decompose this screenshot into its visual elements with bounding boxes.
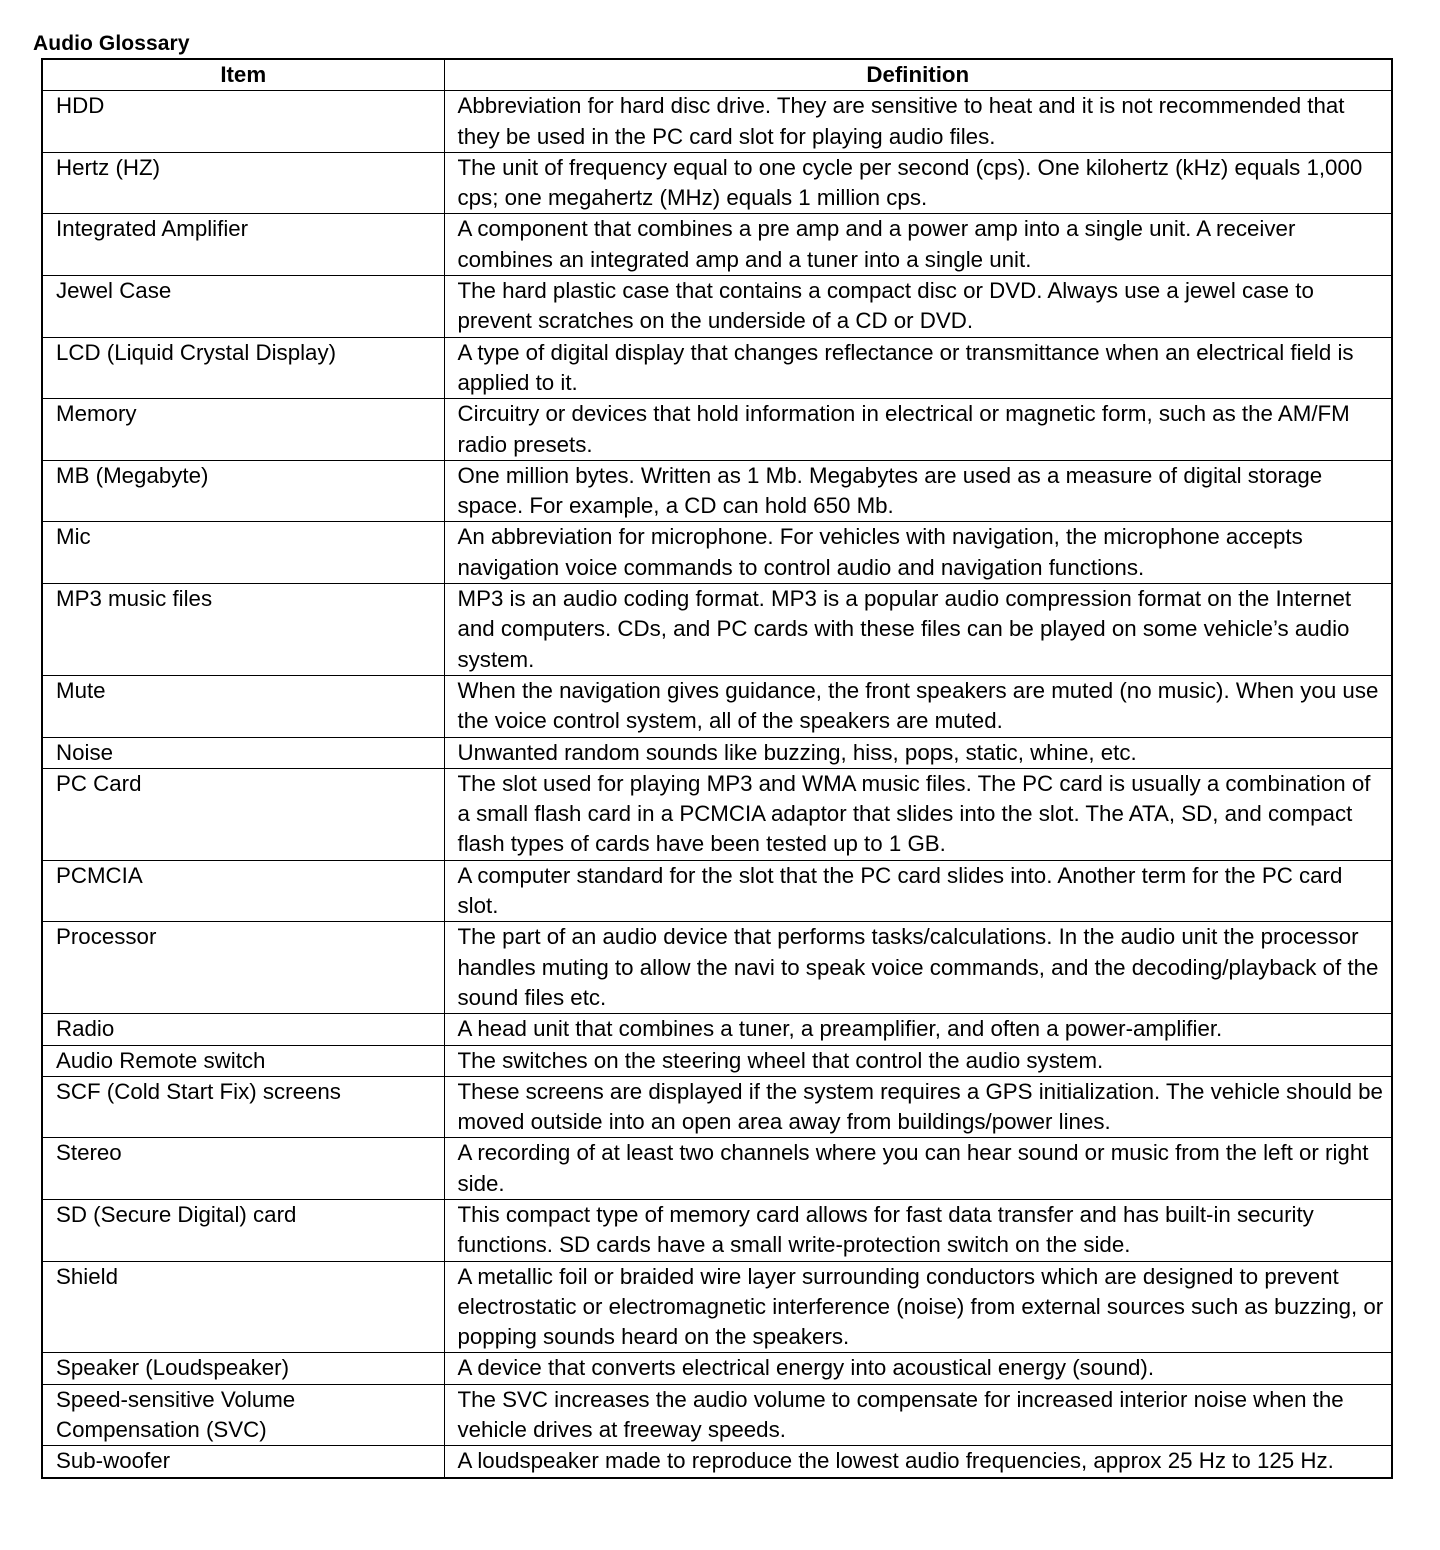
- table-row: [42, 522, 1392, 584]
- glossary-definition: A recording of at least two channels where you can hear sound or music from the left or right side.: [444, 1138, 1392, 1200]
- glossary-definition: A device that converts electrical energy into acoustical energy (sound).: [444, 1353, 1392, 1384]
- glossary-term: Hertz (HZ): [42, 152, 444, 214]
- glossary-term: MB (Megabyte): [42, 460, 444, 522]
- glossary-term: SCF (Cold Start Fix) screens: [42, 1076, 444, 1138]
- glossary-definition: A component that combines a pre amp and a power amp into a single unit. A receiver combines an integrated amp and a tuner into a single unit.: [444, 214, 1392, 276]
- table-row: [42, 399, 1392, 461]
- glossary-term: Audio Remote switch: [42, 1045, 444, 1076]
- glossary-definition: The SVC increases the audio volume to compensate for increased interior noise when the vehicle drives at freeway speeds.: [444, 1384, 1392, 1446]
- table-row: [42, 91, 1392, 153]
- table-row: [42, 1076, 1392, 1138]
- table-row: [42, 1261, 1392, 1353]
- glossary-term: Stereo: [42, 1138, 444, 1200]
- glossary-term: PCMCIA: [42, 860, 444, 922]
- table-row: [42, 1014, 1392, 1045]
- glossary-definition: The slot used for playing MP3 and WMA music files. The PC card is usually a combination of a small flash card in a PCMCIA adaptor that slides into the slot. The ATA, SD, and compact flash types of cards have been tested up to 1 GB.: [444, 768, 1392, 860]
- glossary-definition: MP3 is an audio coding format. MP3 is a popular audio compression format on the Internet and computers. CDs, and PC cards with these files can be played on some vehicle’s audio system.: [444, 584, 1392, 676]
- table-row: [42, 276, 1392, 338]
- table-row: [42, 1353, 1392, 1384]
- glossary-definition: This compact type of memory card allows for fast data transfer and has built-in security functions. SD cards have a small write-protection switch on the side.: [444, 1199, 1392, 1261]
- glossary-term: Mute: [42, 675, 444, 737]
- glossary-term: Radio: [42, 1014, 444, 1045]
- glossary-definition: A head unit that combines a tuner, a preamplifier, and often a power-amplifier.: [444, 1014, 1392, 1045]
- table-row: [42, 1199, 1392, 1261]
- glossary-term: Jewel Case: [42, 276, 444, 338]
- document-page: [33, 30, 1393, 1479]
- page-title: Audio Glossary: [33, 32, 190, 55]
- table-row: [42, 1446, 1392, 1478]
- table-row: [42, 214, 1392, 276]
- glossary-term: Integrated Amplifier: [42, 214, 444, 276]
- table-row: [42, 737, 1392, 768]
- table-row: [42, 1384, 1392, 1446]
- glossary-term: Sub-woofer: [42, 1446, 444, 1478]
- glossary-definition: Abbreviation for hard disc drive. They are sensitive to heat and it is not recommended that they be used in the PC card slot for playing audio files.: [444, 91, 1392, 153]
- glossary-definition: Unwanted random sounds like buzzing, hiss, pops, static, whine, etc.: [444, 737, 1392, 768]
- table-body: [42, 91, 1392, 1478]
- glossary-term: Processor: [42, 922, 444, 1014]
- table-row: [42, 675, 1392, 737]
- glossary-definition: An abbreviation for microphone. For vehicles with navigation, the microphone accepts navigation voice commands to control audio and navigation functions.: [444, 522, 1392, 584]
- glossary-term: Speed-sensitive Volume Compensation (SVC): [42, 1384, 444, 1446]
- column-header-definition: Definition: [444, 59, 1392, 91]
- glossary-definition: A loudspeaker made to reproduce the lowest audio frequencies, approx 25 Hz to 125 Hz.: [444, 1446, 1392, 1478]
- glossary-term: LCD (Liquid Crystal Display): [42, 337, 444, 399]
- glossary-definition: The part of an audio device that performs tasks/calculations. In the audio unit the processor handles muting to allow the navi to speak voice commands, and the decoding/playback of the sound files etc.: [444, 922, 1392, 1014]
- glossary-definition: Circuitry or devices that hold information in electrical or magnetic form, such as the AM/FM radio presets.: [444, 399, 1392, 461]
- table-row: [42, 1138, 1392, 1200]
- glossary-definition: One million bytes. Written as 1 Mb. Megabytes are used as a measure of digital storage space. For example, a CD can hold 650 Mb.: [444, 460, 1392, 522]
- table-row: [42, 337, 1392, 399]
- table-row: [42, 768, 1392, 860]
- table-row: [42, 584, 1392, 676]
- glossary-term: Memory: [42, 399, 444, 461]
- table-row: [42, 860, 1392, 922]
- glossary-table: [41, 58, 1393, 1479]
- table-row: [42, 1045, 1392, 1076]
- glossary-term: Mic: [42, 522, 444, 584]
- glossary-definition: These screens are displayed if the system requires a GPS initialization. The vehicle should be moved outside into an open area away from buildings/power lines.: [444, 1076, 1392, 1138]
- glossary-definition: The hard plastic case that contains a compact disc or DVD. Always use a jewel case to prevent scratches on the underside of a CD or DVD.: [444, 276, 1392, 338]
- column-header-item: Item: [42, 59, 444, 91]
- glossary-term: Shield: [42, 1261, 444, 1353]
- glossary-definition: The unit of frequency equal to one cycle per second (cps). One kilohertz (kHz) equals 1,000 cps; one megahertz (MHz) equals 1 million cps.: [444, 152, 1392, 214]
- glossary-definition: When the navigation gives guidance, the front speakers are muted (no music). When you use the voice control system, all of the speakers are muted.: [444, 675, 1392, 737]
- table-row: [42, 922, 1392, 1014]
- glossary-definition: The switches on the steering wheel that control the audio system.: [444, 1045, 1392, 1076]
- glossary-term: SD (Secure Digital) card: [42, 1199, 444, 1261]
- glossary-term: HDD: [42, 91, 444, 153]
- glossary-definition: A type of digital display that changes reflectance or transmittance when an electrical field is applied to it.: [444, 337, 1392, 399]
- glossary-term: MP3 music files: [42, 584, 444, 676]
- glossary-definition: A metallic foil or braided wire layer surrounding conductors which are designed to prevent electrostatic or electromagnetic interference (noise) from external sources such as buzzing, or popping sounds heard on the speakers.: [444, 1261, 1392, 1353]
- glossary-definition: A computer standard for the slot that the PC card slides into. Another term for the PC card slot.: [444, 860, 1392, 922]
- table-header-row: [42, 59, 1392, 91]
- glossary-term: PC Card: [42, 768, 444, 860]
- table-row: [42, 460, 1392, 522]
- table-row: [42, 152, 1392, 214]
- glossary-term: Noise: [42, 737, 444, 768]
- glossary-term: Speaker (Loudspeaker): [42, 1353, 444, 1384]
